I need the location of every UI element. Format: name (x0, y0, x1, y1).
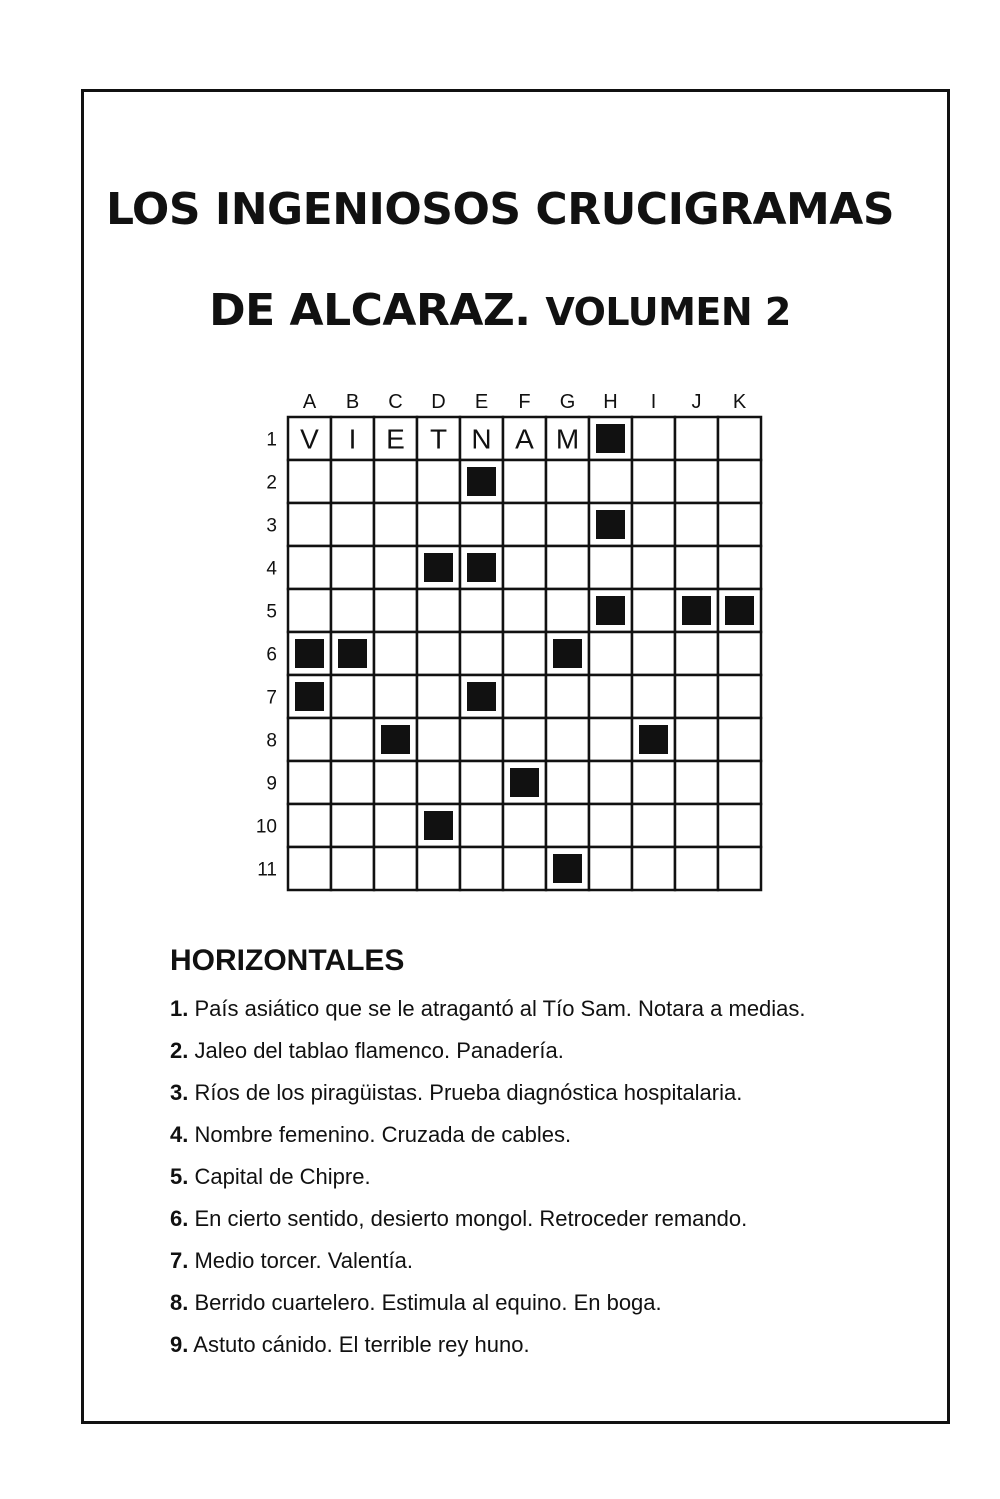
row-label-2: 2 (266, 472, 277, 494)
clue-number: 5. (170, 1164, 189, 1189)
row-label-6: 6 (266, 644, 277, 666)
column-label-g: G (559, 391, 576, 413)
row-label-4: 4 (266, 558, 277, 580)
clue-text: Medio torcer. Valentía. (194, 1248, 413, 1273)
clues-heading: HORIZONTALES (170, 944, 405, 977)
clue-item (170, 1204, 850, 1233)
clue-number: 4. (170, 1122, 189, 1147)
clue-text: En cierto sentido, desierto mongol. Retroceder remando. (194, 1206, 748, 1231)
clue-text: Ríos de los piragüistas. Prueba diagnóstica hospitalaria. (194, 1080, 743, 1105)
row-label-3: 3 (266, 515, 277, 537)
row-label-5: 5 (266, 601, 277, 623)
book-title-author: DE ALCARAZ. (209, 285, 531, 336)
clue-item (170, 1120, 850, 1149)
clue-text: Astuto cánido. El terrible rey huno. (193, 1332, 530, 1357)
column-label-i: I (650, 391, 657, 413)
clue-text: Jaleo del tablao flamenco. Panadería. (194, 1038, 564, 1063)
grid-letter-d1: T (429, 423, 448, 455)
column-label-a: A (302, 391, 317, 413)
column-label-e: E (474, 391, 489, 413)
clue-text: País asiático que se le atragantó al Tío Sam. Notara a medias. (194, 996, 806, 1021)
clue-number: 9. (170, 1332, 189, 1357)
clue-number: 1. (170, 996, 189, 1021)
grid-letter-c1: E (386, 423, 405, 455)
row-label-1: 1 (266, 429, 277, 451)
column-label-f: F (518, 391, 531, 413)
clue-item (170, 1246, 850, 1275)
clue-item (170, 1162, 850, 1191)
clue-item (170, 1330, 850, 1359)
clue-number: 8. (170, 1290, 189, 1315)
column-label-b: B (345, 391, 360, 413)
clue-item (170, 1078, 850, 1107)
row-label-11: 11 (257, 859, 277, 881)
clue-number: 7. (170, 1248, 189, 1273)
book-title-line-1: LOS INGENIOSOS CRUCIGRAMAS (105, 184, 895, 235)
clue-text: Berrido cuartelero. Estimula al equino. En boga. (194, 1290, 662, 1315)
row-label-9: 9 (266, 773, 277, 795)
column-label-h: H (603, 391, 618, 413)
grid-letter-e1: N (471, 423, 492, 455)
clue-number: 3. (170, 1080, 189, 1105)
clue-item (170, 1036, 850, 1065)
clue-item (170, 1288, 850, 1317)
clue-number: 6. (170, 1206, 189, 1231)
row-label-10: 10 (255, 816, 277, 838)
book-title-volume: VOLUMEN 2 (545, 290, 791, 334)
column-label-c: C (388, 391, 403, 413)
clue-number: 2. (170, 1038, 189, 1063)
clue-item (170, 994, 850, 1023)
clue-text: Nombre femenino. Cruzada de cables. (194, 1122, 572, 1147)
grid-letter-b1: I (348, 423, 357, 455)
row-label-8: 8 (266, 730, 277, 752)
column-label-d: D (431, 391, 446, 413)
clue-text: Capital de Chipre. (194, 1164, 371, 1189)
column-label-k: K (732, 391, 747, 413)
grid-letter-f1: A (515, 423, 534, 455)
clue-list (170, 994, 850, 1372)
grid-letter-g1: M (555, 423, 580, 455)
column-label-j: J (691, 391, 702, 413)
row-label-7: 7 (266, 687, 277, 709)
grid-letter-a1: V (300, 423, 319, 455)
